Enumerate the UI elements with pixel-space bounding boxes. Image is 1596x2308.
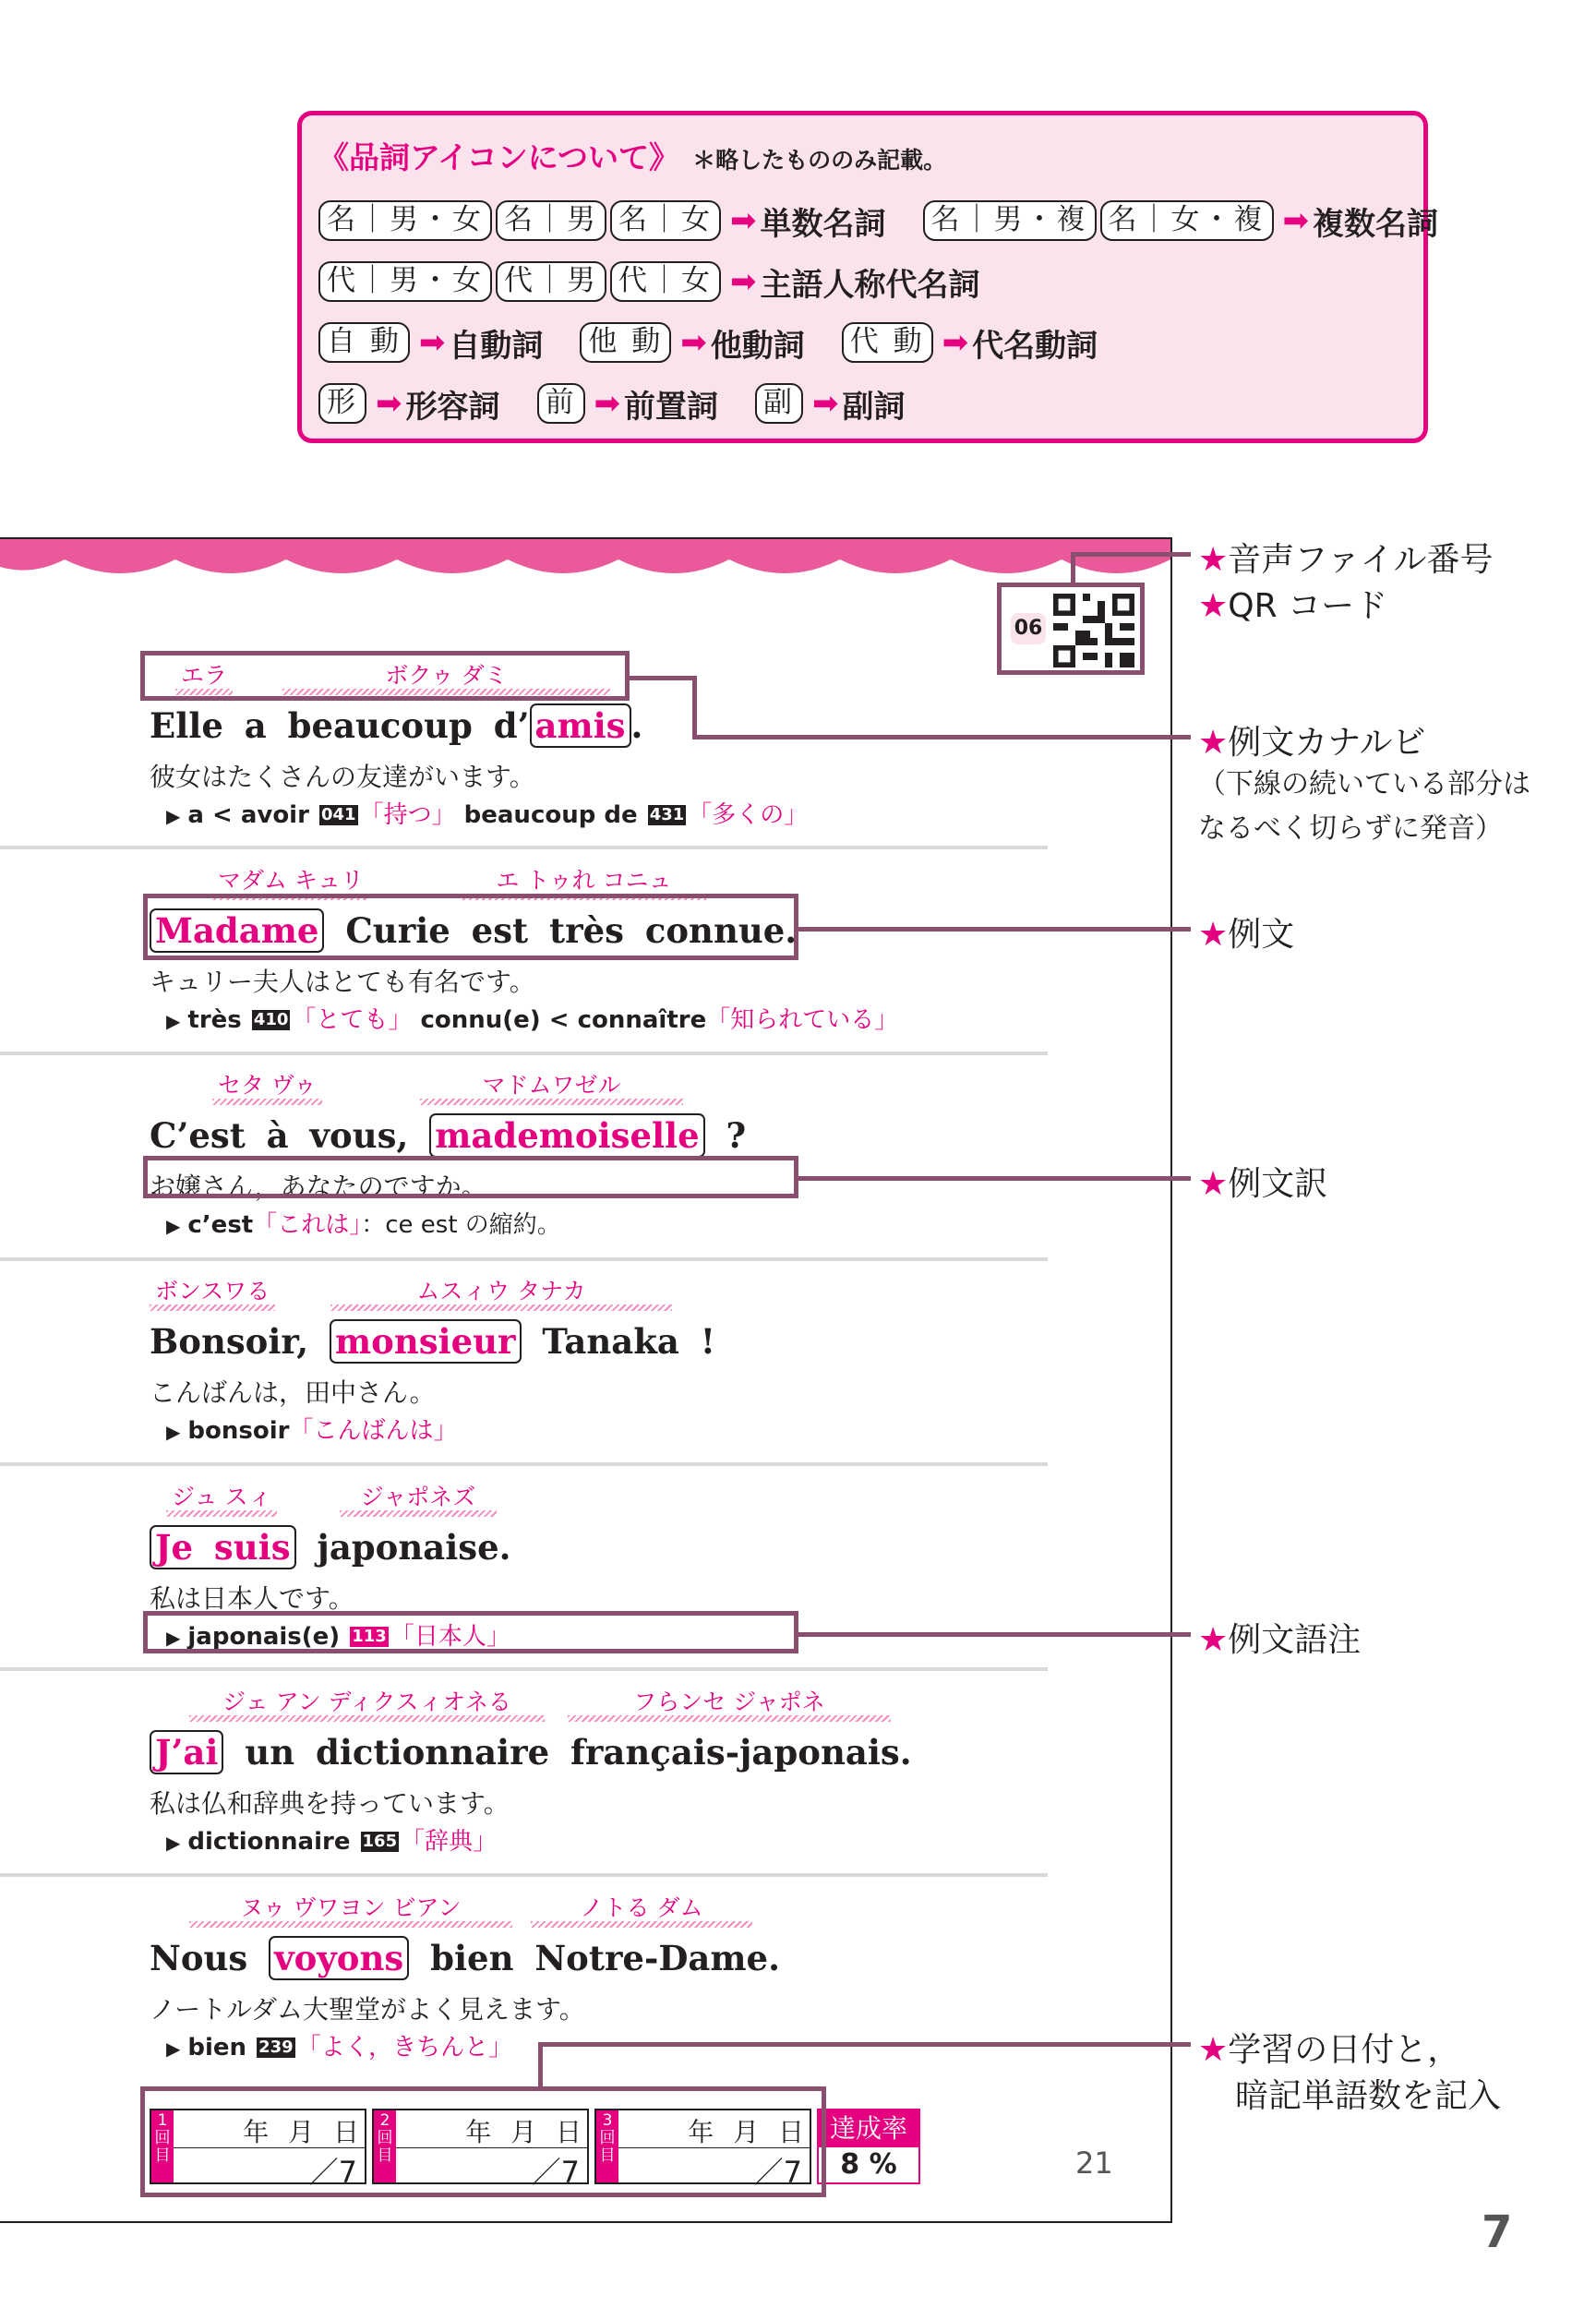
sentence-callout-frame [143,894,798,960]
page-number: 21 [1075,2146,1113,2181]
pos-tag: 名｜女・複 [1100,200,1274,241]
triangle-bullet-icon: ▶ [166,1215,181,1237]
pos-legend-box [297,111,1438,443]
callout-line [798,927,1191,932]
date-field: 年 月 日 [243,2117,359,2147]
round-label: 3 回 目 [596,2110,618,2182]
kana-ruby: ボンスワる [150,1273,275,1311]
callout-line [538,2042,543,2088]
star-icon: ★ [1198,1165,1229,1203]
legend-title [318,134,946,177]
callout-line [1071,552,1075,583]
audio-track-number: 06 [1011,613,1046,644]
note-text: c’est [187,1211,254,1239]
japanese-translation: 私は仏和辞典を持っています。 [150,1788,510,1819]
kana-ruby: ジェ アン ディクスィオネる [189,1684,545,1722]
callout-text: 例文 [1228,916,1295,954]
note-text: bien [187,2034,247,2062]
word-number-badge: 041 [320,805,356,824]
arrow-right-icon: ➡ [594,385,620,422]
callout-audio [1198,534,1494,581]
callout-text: QR コード [1228,587,1388,625]
note-text: a < avoir [187,801,309,829]
pos-tag: 他 動 [580,322,671,363]
entry-divider [0,1873,1048,1877]
legend-row-verbs [318,320,1134,365]
callout-line [798,1632,1191,1637]
note-meaning: 「持つ」 [359,801,456,829]
triangle-bullet-icon: ▶ [166,1627,181,1649]
callout-text: 学習の日付と， [1228,2031,1461,2069]
arrow-right-icon: ➡ [1282,202,1309,239]
ruby-callout-frame [140,651,630,701]
translation-callout-frame [143,1156,798,1198]
triangle-bullet-icon: ▶ [166,805,181,827]
sentence-text: C’est à vous, [150,1115,430,1156]
pos-tag: 代｜男・女 [318,261,492,302]
arrow-right-icon: ➡ [418,324,446,361]
french-sentence [150,1321,715,1362]
french-sentence [150,705,642,746]
kana-ruby: マドムワゼル [420,1067,683,1105]
callout-text: 例文語注 [1228,1621,1362,1659]
headword: Madame [150,908,324,953]
pos-label: 形容詞 [405,388,500,426]
sentence-text: Tanaka ! [521,1321,716,1362]
arrow-right-icon: ➡ [942,324,969,361]
kana-ruby: マダム キュリ [212,862,369,900]
headword: J’ai [150,1730,223,1774]
arrow-right-icon: ➡ [812,385,839,422]
date-field: 年 月 日 [465,2117,582,2147]
callout-line [692,735,1191,739]
word-number-badge: 410 [253,1010,289,1029]
star-icon: ★ [1198,541,1229,579]
note-meaning: 「こんばんは」 [289,1417,458,1445]
kana-ruby: エ トゥれ コニュ [462,862,706,900]
sentence-text: Nous [150,1938,270,1978]
sentence-text: un dictionnaire français-japonais. [223,1732,912,1773]
legend-row-others [318,381,942,426]
sentence-text: Bonsoir, [150,1321,330,1362]
note-meaning: 「多くの」 [688,801,809,829]
round-label: 2 回 目 [374,2110,396,2182]
pos-label: 他動詞 [710,327,805,365]
japanese-translation: ノートルダム大聖堂がよく見えます。 [150,1994,585,2025]
entry-divider [0,1257,1048,1261]
callout-ruby-sub2: なるべく切らずに発音） [1198,812,1503,845]
headword: Je suis [150,1525,296,1569]
callout-qr [1198,580,1387,627]
headword: amis [530,703,631,748]
word-note [166,796,808,830]
pos-tag: 名｜男・女 [318,200,492,241]
audio-qr-box [997,583,1145,675]
achievement-rate-box [817,2109,920,2184]
callout-sentence [1198,908,1294,956]
note-text: beaucoup de [463,801,638,829]
entry-divider [0,1667,1048,1671]
callout-line [692,676,697,739]
callout-line [1071,552,1191,557]
star-icon: ★ [1198,724,1229,762]
kana-ruby: ボクゥ ダミ [282,657,610,695]
entry-divider [0,846,1048,849]
legend-row-pronouns [318,259,1017,304]
pos-label: 自動詞 [449,327,544,365]
french-sentence [150,1115,746,1156]
sentence-text: . [630,705,643,746]
callout-record [1198,2024,1460,2071]
callout-text: 例文カナルビ [1228,724,1426,762]
french-sentence [150,1732,912,1773]
word-count-field: ／7 [308,2155,357,2190]
japanese-translation: 私は日本人です。 [150,1583,354,1614]
callout-translation [1198,1158,1327,1205]
note-meaning: 「辞典」 [401,1828,498,1856]
word-count-field: ／7 [531,2155,580,2190]
note-text: très [187,1006,242,1034]
kana-ruby: ムスィウ タナカ [330,1273,672,1311]
pos-tag: 代｜女 [610,261,721,302]
pos-tag: 自 動 [318,322,410,363]
japanese-translation: こんばんは，田中さん。 [150,1377,436,1408]
qr-code-icon[interactable] [1053,593,1134,668]
legend-title-note: ＊略したもののみ記載。 [692,147,947,174]
entry-divider [0,1052,1048,1055]
pos-label: 代名動詞 [972,327,1098,365]
triangle-bullet-icon: ▶ [166,1010,181,1032]
word-note [166,1001,898,1035]
rate-label: 達成率 [819,2110,918,2147]
kana-ruby: エラ [175,657,233,695]
callout-notes [1198,1614,1361,1661]
pos-tag: 形 [318,383,366,424]
callout-text: 例文訳 [1228,1165,1328,1203]
round-label: 1 回 目 [151,2110,174,2182]
kana-ruby: ヌゥ ヴワヨン ビアン [189,1890,512,1928]
word-note [166,1412,457,1446]
word-count-field: ／7 [753,2155,802,2190]
kana-ruby: ジャポネズ [340,1479,497,1517]
word-number-badge: 431 [649,805,685,824]
note-meaning: 「とても」 [292,1006,413,1034]
japanese-translation: 彼女はたくさんの友達がいます。 [150,762,535,792]
pos-label: 複数名詞 [1313,205,1438,243]
pos-tag: 名｜女 [610,200,721,241]
star-icon: ★ [1198,916,1229,954]
arrow-right-icon: ➡ [376,385,402,422]
callout-line [538,2042,1191,2047]
pos-label: 単数名詞 [760,205,886,243]
sentence-text: bien Notre-Dame. [409,1938,780,1978]
entry-divider [0,1462,1048,1466]
callout-line [630,676,696,680]
headword: monsieur [330,1319,522,1364]
rate-value: 8 % [840,2148,897,2181]
legend-title-text: 《品詞アイコンについて》 [318,139,680,175]
word-number-badge: 165 [362,1832,398,1851]
pos-tag: 代｜男 [496,261,606,302]
legend-row-nouns [318,198,1475,243]
japanese-translation: キュリー夫人はとても有名です。 [150,967,535,997]
sheet-number: 7 [1482,2206,1513,2258]
star-icon: ★ [1198,587,1229,625]
pos-label: 前置詞 [624,388,718,426]
headword: mademoiselle [429,1113,704,1158]
kana-ruby: ノトる ダム [531,1890,752,1928]
word-number-badge: 239 [258,2038,294,2057]
star-icon: ★ [1198,1621,1229,1659]
japanese-translation: お嬢さん，あなたのですか。 [150,1172,487,1202]
kana-ruby: フらンセ ジャポネ [568,1684,891,1722]
word-note [166,2028,512,2062]
sample-page [0,537,1172,2223]
word-number-badge: 113 [352,1627,387,1646]
notes-callout-frame [143,1611,798,1653]
pos-tag: 副 [755,383,803,424]
sentence-text: Elle a beaucoup d’ [150,705,530,746]
word-note [166,1822,497,1857]
note-meaning: 「よく，きちんと」 [296,2034,513,2062]
kana-ruby: セタ ヴゥ [212,1067,322,1105]
note-text: connu(e) < connaître [420,1006,707,1034]
arrow-right-icon: ➡ [730,202,757,239]
pos-tag: 代 動 [842,322,933,363]
arrow-right-icon: ➡ [730,263,757,300]
note-meaning: 「これは」 [253,1211,362,1239]
note-text: dictionnaire [187,1828,351,1856]
french-sentence [150,1527,511,1568]
note-text: japonais(e) [187,1623,341,1651]
date-field: 年 月 日 [688,2117,804,2147]
note-text: ：ce est の縮約。 [361,1211,561,1239]
pos-tag: 前 [537,383,585,424]
triangle-bullet-icon: ▶ [166,2038,181,2060]
sentence-text: japonaise. [295,1527,511,1568]
record-callout-frame [140,2086,826,2197]
pos-label: 主語人称代名詞 [760,266,980,304]
header-wave-decoration [0,539,1170,595]
callout-record-line2: 暗記単語数を記入 [1235,2077,1502,2115]
callout-ruby-sub1: （下線の続いている部分は [1198,768,1530,800]
note-meaning: 「日本人」 [390,1623,510,1651]
triangle-bullet-icon: ▶ [166,1421,181,1443]
callout-text: 音声ファイル番号 [1228,541,1494,579]
sentence-text: ? [704,1115,747,1156]
callout-line [798,1176,1191,1181]
kana-ruby: ジュ スィ [166,1479,277,1517]
pos-label: 副詞 [842,388,906,426]
arrow-right-icon: ➡ [680,324,707,361]
triangle-bullet-icon: ▶ [166,1832,181,1854]
french-sentence [150,1938,780,1978]
callout-ruby [1198,716,1425,763]
note-meaning: 「知られている」 [706,1006,899,1034]
note-text: bonsoir [187,1417,290,1445]
word-note [166,1206,561,1240]
sentence-text: Curie est très connue. [324,910,798,951]
pos-tag: 名｜男 [496,200,606,241]
pos-tag: 名｜男・複 [923,200,1097,241]
star-icon: ★ [1198,2031,1229,2069]
headword: voyons [269,1936,409,1980]
